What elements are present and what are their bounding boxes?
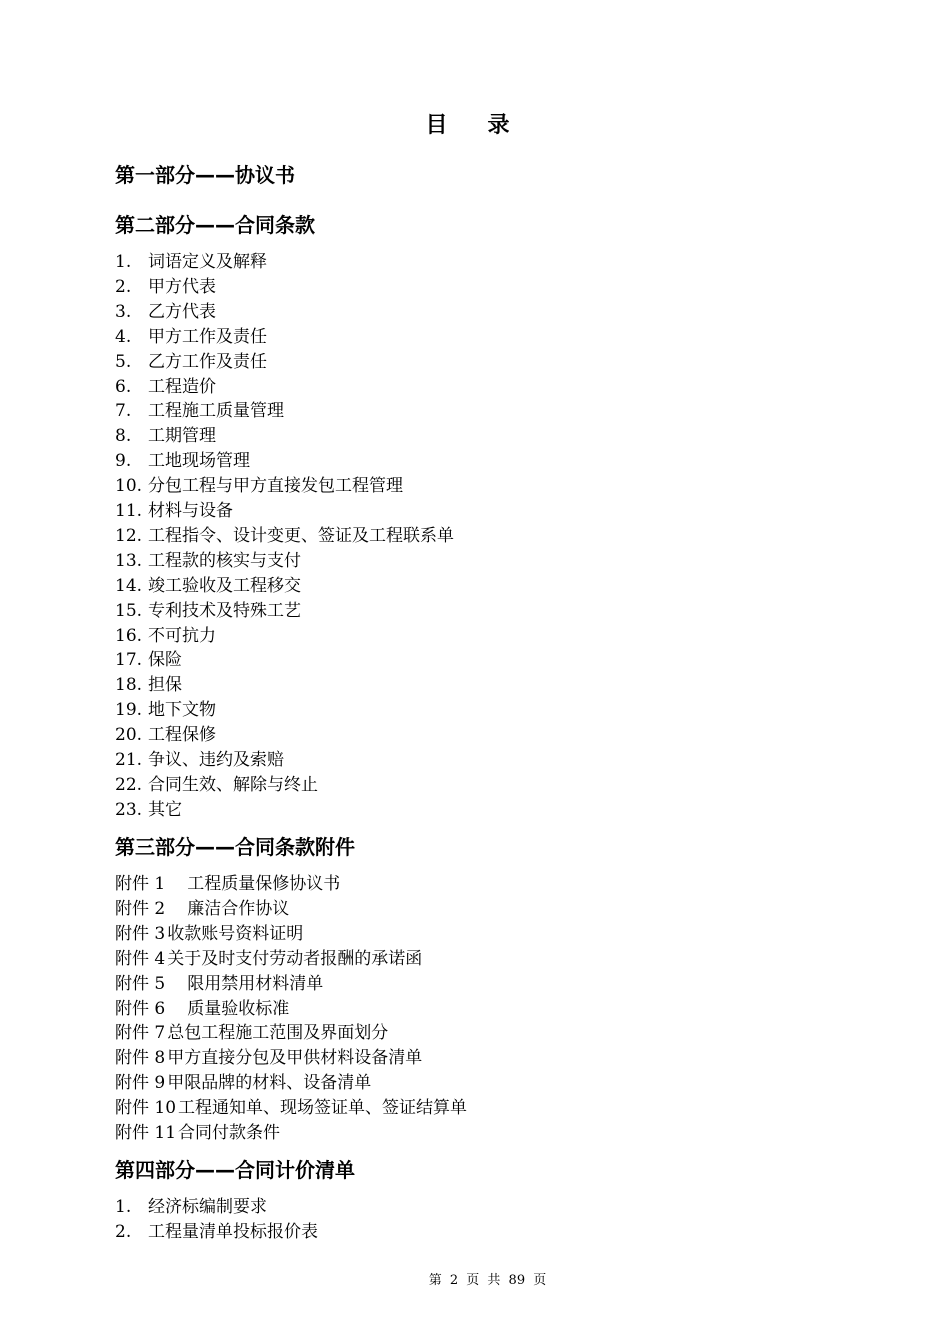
toc-item-number: 21. <box>115 750 143 770</box>
toc-item-text: 甲方代表 <box>148 276 216 297</box>
toc-item-number: 20. <box>115 725 143 746</box>
toc-item-number: 1. <box>115 1197 132 1217</box>
toc-item-text: 保险 <box>148 650 182 671</box>
attachment-label: 附件 9 <box>115 1073 166 1094</box>
attachment-text: 工程通知单、现场签证单、签证结算单 <box>178 1098 468 1119</box>
attachment-text: 甲限品牌的材料、设备清单 <box>167 1073 372 1094</box>
part3-heading: 第三部分——合同条款附件 <box>115 835 355 859</box>
attachment-text: 收款账号资料证明 <box>167 923 304 944</box>
attachment-label: 附件 3 <box>115 923 166 944</box>
toc-item-text: 其它 <box>148 799 182 820</box>
attachment-label: 附件 5 <box>115 973 166 994</box>
toc-item-text: 工程指令、设计变更、签证及工程联系单 <box>148 525 454 546</box>
attachment-text: 廉洁合作协议 <box>187 898 290 919</box>
toc-item <box>115 475 403 497</box>
toc-item-number: 11. <box>115 501 143 521</box>
toc-item-text: 工程造价 <box>148 376 216 397</box>
toc-item-text: 不可抗力 <box>148 625 216 646</box>
toc-item-number: 6. <box>115 376 132 397</box>
toc-item-number: 14. <box>115 575 143 596</box>
toc-item-number: 2. <box>115 1222 132 1242</box>
toc-item-number: 13. <box>115 550 143 571</box>
toc-item-text: 地下文物 <box>148 700 216 721</box>
toc-item <box>115 724 216 746</box>
attachment-item <box>115 1047 422 1069</box>
toc-item <box>115 575 301 597</box>
toc-item <box>115 674 182 696</box>
toc-item <box>115 400 284 422</box>
toc-item-number: 4. <box>115 326 132 347</box>
toc-item <box>115 301 216 323</box>
attachment-label: 附件 1 <box>115 874 166 894</box>
attachment-item <box>115 1122 280 1144</box>
toc-item <box>115 276 216 298</box>
part1-heading: 第一部分——协议书 <box>115 163 295 187</box>
toc-item <box>115 376 216 398</box>
toc-item-number: 5. <box>115 351 132 372</box>
attachment-label: 附件 6 <box>115 998 166 1019</box>
part4-heading: 第四部分——合同计价清单 <box>115 1158 355 1182</box>
toc-item-text: 分包工程与甲方直接发包工程管理 <box>148 476 403 497</box>
toc-item-text: 工程款的核实与支付 <box>148 550 301 571</box>
attachment-label: 附件 2 <box>115 898 166 919</box>
toc-item <box>115 326 267 348</box>
attachment-item <box>115 923 303 945</box>
toc-item <box>115 774 318 796</box>
attachment-item <box>115 873 340 895</box>
toc-item <box>115 625 216 647</box>
toc-item-number: 10. <box>115 476 143 497</box>
toc-item-number: 7. <box>115 401 132 422</box>
toc-item-text: 材料与设备 <box>148 501 233 521</box>
attachment-text: 总包工程施工范围及界面划分 <box>167 1023 389 1044</box>
attachment-item <box>115 1072 371 1094</box>
attachment-label: 附件 10 <box>115 1098 177 1119</box>
toc-item <box>115 649 182 671</box>
toc-item <box>115 425 216 447</box>
toc-item-text: 经济标编制要求 <box>148 1197 267 1217</box>
toc-item-number: 18. <box>115 675 143 696</box>
toc-item-number: 15. <box>115 600 143 621</box>
page-footer: 第 2 页 共 89 页 <box>428 1273 547 1288</box>
attachment-text: 质量验收标准 <box>187 998 290 1019</box>
toc-item-text: 乙方工作及责任 <box>148 351 267 372</box>
attachment-item <box>115 973 323 995</box>
attachment-label: 附件 7 <box>115 1023 166 1044</box>
toc-item-text: 甲方工作及责任 <box>148 326 267 347</box>
attachment-label: 附件 11 <box>115 1123 177 1143</box>
toc-item-text: 合同生效、解除与终止 <box>148 774 318 795</box>
toc-item-number: 3. <box>115 301 132 322</box>
toc-item-number: 17. <box>115 650 143 671</box>
toc-item <box>115 1196 267 1218</box>
toc-item <box>115 1221 318 1243</box>
toc-item-text: 工程量清单投标报价表 <box>148 1222 318 1242</box>
toc-item <box>115 251 267 273</box>
toc-item-number: 12. <box>115 525 143 546</box>
toc-item <box>115 600 301 622</box>
toc-item <box>115 525 454 547</box>
toc-item-number: 8. <box>115 426 132 447</box>
attachment-text: 关于及时支付劳动者报酬的承诺函 <box>167 948 423 969</box>
toc-item <box>115 550 301 572</box>
part2-heading: 第二部分——合同条款 <box>115 213 315 237</box>
toc-item-text: 担保 <box>148 675 182 696</box>
attachment-item <box>115 1097 467 1119</box>
toc-item <box>115 799 182 821</box>
attachment-item <box>115 948 422 970</box>
attachment-item <box>115 1022 388 1044</box>
toc-item-text: 工期管理 <box>148 426 216 447</box>
toc-item-text: 专利技术及特殊工艺 <box>148 600 301 621</box>
toc-item-text: 词语定义及解释 <box>148 252 267 272</box>
attachment-text: 甲方直接分包及甲供材料设备清单 <box>167 1048 423 1069</box>
attachment-label: 附件 8 <box>115 1048 166 1069</box>
toc-item-number: 23. <box>115 799 143 820</box>
toc-item-number: 2. <box>115 276 132 297</box>
toc-item-number: 1. <box>115 252 132 272</box>
toc-item-number: 16. <box>115 625 143 646</box>
toc-item-number: 22. <box>115 774 143 795</box>
toc-item <box>115 699 216 721</box>
attachment-text: 限用禁用材料清单 <box>187 973 324 994</box>
toc-item-number: 19. <box>115 700 143 721</box>
attachment-text: 合同付款条件 <box>178 1123 281 1143</box>
toc-item-text: 工程保修 <box>148 725 216 746</box>
attachment-label: 附件 4 <box>115 948 166 969</box>
toc-item <box>115 450 250 472</box>
toc-item-text: 乙方代表 <box>148 301 216 322</box>
toc-item-number: 9. <box>115 451 132 472</box>
toc-item-text: 工程施工质量管理 <box>148 401 284 422</box>
toc-item-text: 争议、违约及索赔 <box>148 750 284 770</box>
toc-item-text: 竣工验收及工程移交 <box>148 575 301 596</box>
page-title: 目录 <box>425 113 550 138</box>
toc-item <box>115 351 267 373</box>
toc-item <box>115 500 233 522</box>
attachment-item <box>115 898 289 920</box>
toc-item <box>115 749 284 771</box>
attachment-text: 工程质量保修协议书 <box>187 874 341 894</box>
toc-item-text: 工地现场管理 <box>148 451 250 472</box>
attachment-item <box>115 998 289 1020</box>
